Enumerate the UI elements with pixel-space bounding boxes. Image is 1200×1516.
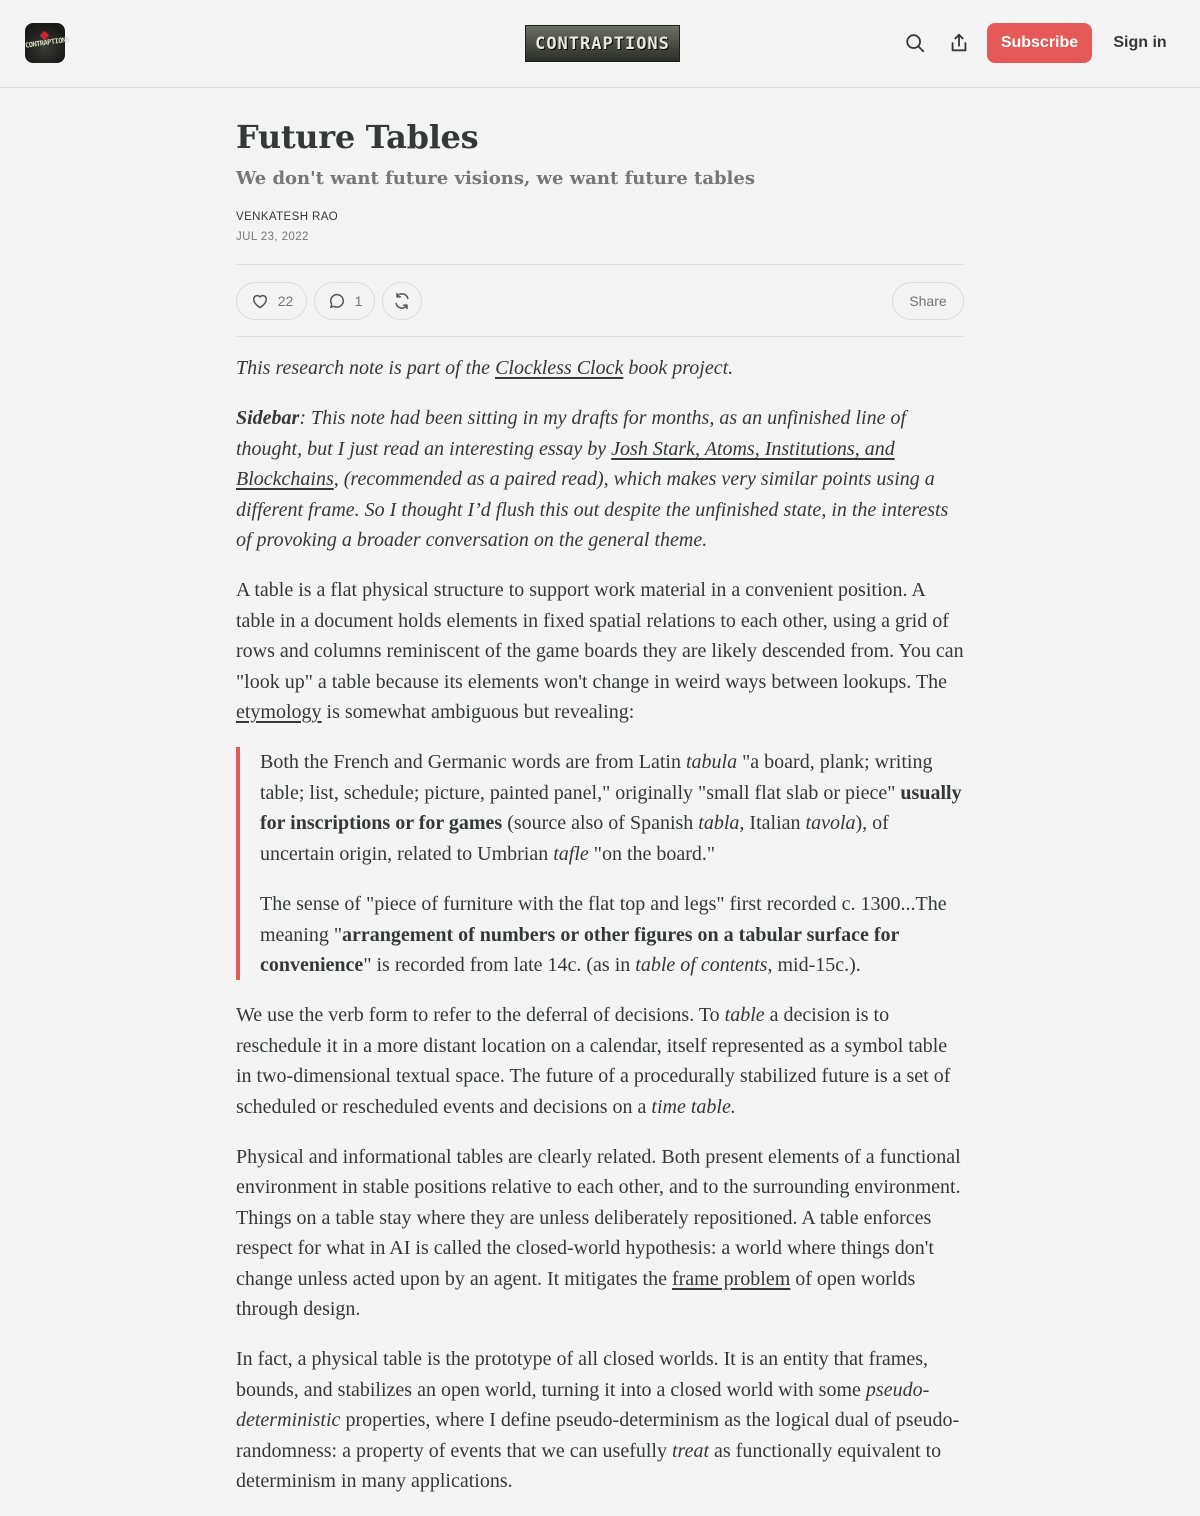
text-span: , (recommended as a paired read), which makes very similar points using a different frame. So I thought I’d flush this out despite the unfinished state, in the interests of provoking a broader conversation on the general theme.: [236, 468, 949, 552]
publication-logo[interactable]: [525, 25, 680, 62]
sidebar-lead: Sidebar: [236, 407, 300, 430]
publication-logo-text: CONTRAPTIONS: [535, 33, 670, 54]
search-icon: [904, 32, 926, 54]
like-count: 22: [277, 293, 294, 309]
text-span: Both the French and Germanic words are from Latin: [260, 751, 686, 774]
text-span: "on the board.": [588, 842, 716, 865]
italic-span: tavola: [805, 812, 856, 835]
share-icon: [948, 32, 970, 54]
bold-span: usually for inscriptions or for games: [260, 781, 962, 835]
post-title: Future Tables: [236, 118, 479, 156]
italic-span: treat: [671, 1439, 710, 1462]
intro-paragraph: [236, 353, 964, 383]
text-span: "a board, plank; writing table; list, schedule; picture, painted panel," originally "small flat slab or piece": [260, 751, 933, 804]
italic-span: pseudo-deterministic: [236, 1378, 930, 1432]
top-navigation-bar: [0, 0, 1200, 88]
text-span: A table is a flat physical structure to support work material in a convenient position. A table in a document holds elements in fixed spatial relations to each other, using a grid of rows and columns reminiscent of the game boards they are likely descended from. You can "look up" a table because its elements won't change in weird ways between lookups. The: [236, 579, 964, 693]
text-span: , mid-15c.).: [767, 953, 861, 976]
text-span: properties, where I define pseudo-determinism as the logical dual of pseudo-randomness: a property of events that we can usefully: [236, 1409, 960, 1462]
post-body: [236, 353, 964, 1516]
search-button[interactable]: [903, 31, 927, 55]
text-span: The sense of "piece of furniture with the flat top and legs" first recorded c. 1300...The meaning ": [260, 893, 947, 946]
body-paragraph: [236, 1000, 964, 1122]
body-paragraph: [236, 1344, 964, 1496]
text-span: is somewhat ambiguous but revealing:: [321, 701, 635, 724]
comment-icon: [327, 291, 347, 311]
bold-span: arrangement of numbers or other figures on a tabular surface for convenience: [260, 923, 900, 976]
italic-span: tabla: [698, 812, 740, 835]
comment-button[interactable]: [314, 282, 375, 320]
italic-span: tafle: [553, 842, 589, 865]
italic-span: table: [724, 1004, 765, 1027]
body-paragraph: [236, 1142, 964, 1324]
share-publication-button[interactable]: [947, 31, 971, 55]
text-span: a decision is to reschedule it in a more distant location on a calendar, itself represented as a symbol table in two-dimensional textual space. The future of a procedurally stabilized future is a set of scheduled or rescheduled events and decisions on a: [236, 1004, 951, 1118]
italic-span: time table.: [651, 1095, 736, 1118]
text-span: Physical and informational tables are clearly related. Both present elements of a functional environment in stable positions relative to each other, and to the surrounding environment. Things on a table stay where they are unless deliberately repositioned. A table enforces respect for what in AI is called the closed-world hypothesis: a world where things don't change unless acted upon by an agent. It mitigates the: [236, 1145, 961, 1290]
text-span: book project.: [623, 357, 734, 379]
quote-paragraph: [260, 747, 964, 869]
italic-span: tabula: [685, 751, 738, 774]
restack-icon: [392, 291, 412, 311]
avatar-wordmark: CONTRAPTIONS: [24, 35, 70, 50]
text-span: " is recorded from late 14c. (as in: [363, 953, 636, 976]
body-paragraph: [236, 575, 964, 727]
sign-in-button[interactable]: Sign in: [1106, 23, 1174, 63]
text-span: : This note had been sitting in my drafts for months, as an unfinished line of thought, but I just read an interesting essay by: [236, 407, 907, 460]
text-span: We use the verb form to refer to the deferral of decisions. To: [236, 1004, 725, 1027]
atoms-institutions-blockchains-link[interactable]: Atoms, Institutions, and Blockchains: [236, 437, 895, 491]
josh-stark-link[interactable]: Josh Stark: [611, 437, 696, 460]
quote-paragraph: [260, 889, 964, 980]
clockless-clock-link[interactable]: Clockless Clock: [495, 357, 624, 379]
author-name[interactable]: VENKATESH RAO: [236, 211, 339, 223]
restack-button[interactable]: [382, 282, 422, 320]
share-post-button[interactable]: [892, 282, 964, 320]
post-subtitle: We don't want future visions, we want future tables: [236, 168, 755, 189]
etymology-blockquote: [236, 747, 964, 980]
post-date: JUL 23, 2022: [236, 231, 309, 243]
text-span: , Italian: [739, 812, 806, 835]
comment-count: 1: [354, 293, 363, 309]
text-span: This research note is part of the: [236, 357, 496, 379]
text-span: as functionally equivalent to determinism in many applications.: [236, 1439, 942, 1492]
italic-span: table of contents: [635, 953, 768, 976]
like-button[interactable]: [236, 282, 307, 320]
sidebar-paragraph: [236, 403, 964, 555]
text-span: In fact, a physical table is the prototype of all closed worlds. It is an entity that frames, bounds, and stabilizes an open world, turning it into a closed world with some: [236, 1348, 929, 1401]
post-actions-bar: [236, 264, 964, 337]
publication-avatar[interactable]: [24, 23, 70, 63]
text-span: ), of uncertain origin, related to Umbrian: [260, 812, 889, 865]
separator-link[interactable]: ,: [695, 437, 705, 460]
subscribe-button[interactable]: Subscribe: [987, 23, 1092, 63]
text-span: (source also of Spanish: [502, 812, 699, 835]
frame-problem-link[interactable]: frame problem: [671, 1267, 791, 1290]
etymology-link[interactable]: etymology: [236, 701, 322, 724]
text-span: of open worlds through design.: [236, 1267, 916, 1320]
share-label: Share: [909, 293, 947, 309]
heart-icon: [250, 291, 270, 311]
